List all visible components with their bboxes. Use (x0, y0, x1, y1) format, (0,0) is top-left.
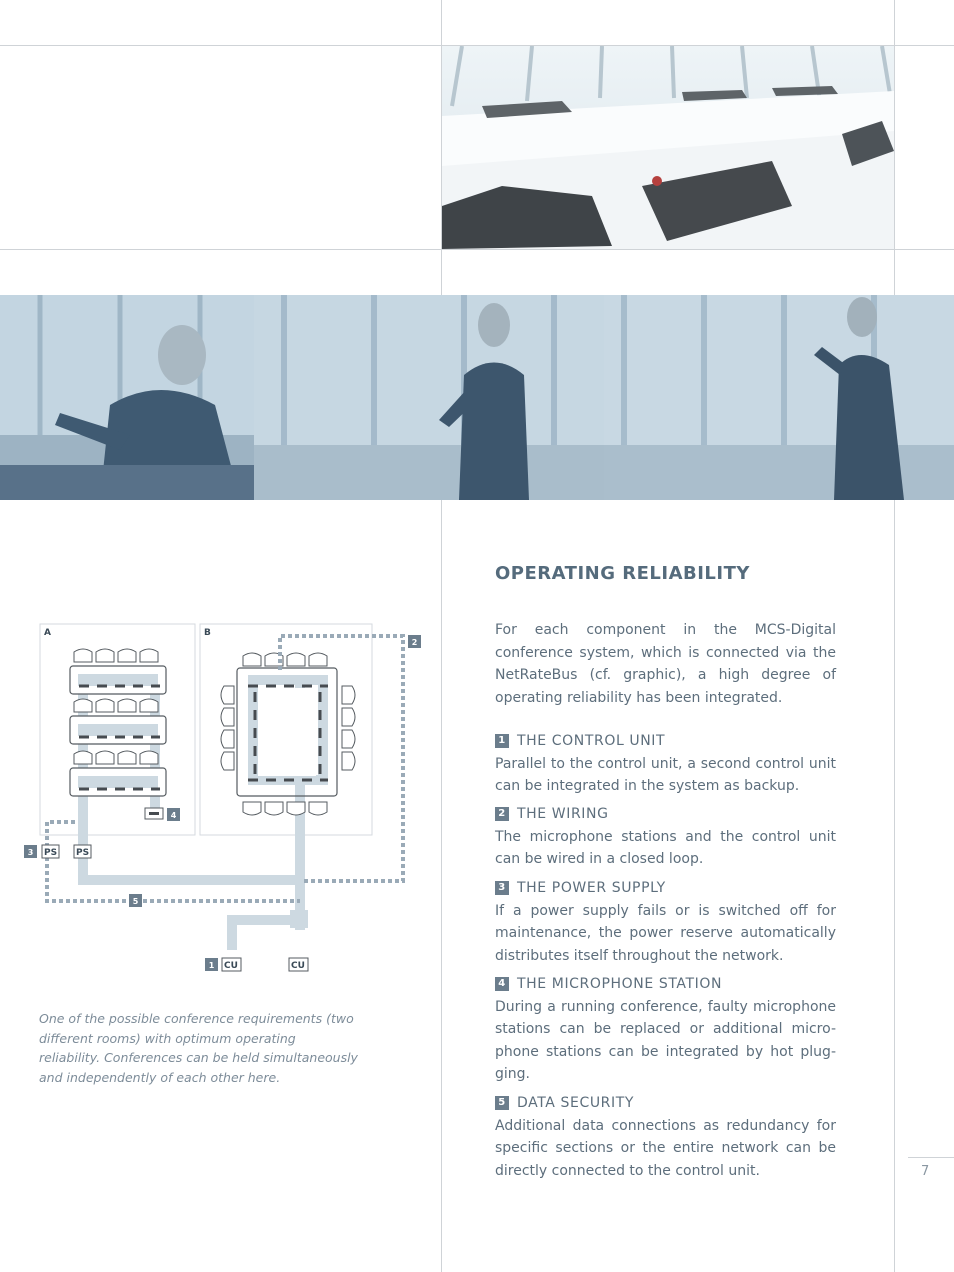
section-body: The microphone stations and the control unit can be wired in a closed loop. (495, 828, 836, 868)
section-microphone-station (495, 973, 836, 1086)
marker-2: 2 (411, 638, 418, 647)
section-title: THE WIRING (517, 806, 609, 822)
marker-3: 3 (27, 848, 34, 857)
section-title: THE MICROPHONE STATION (517, 976, 723, 992)
section-body: During a running conference, faulty microphone stations can be replaced or additional micro-phone stations can be integrated by hot plug-ging. (495, 998, 836, 1083)
page-title: OPERATING RELIABILITY (495, 563, 750, 584)
section-wiring (495, 803, 836, 871)
marker-4: 4 (170, 811, 177, 820)
section-title: DATA SECURITY (517, 1095, 635, 1111)
section-number: 5 (495, 1096, 509, 1110)
network-diagram (0, 600, 441, 994)
section-body: Additional data connections as redundancy for specific sections or the entire network can be directly connected to the control unit. (495, 1117, 836, 1179)
room-a-label: A (44, 628, 51, 638)
section-number: 4 (495, 977, 509, 991)
diagram-caption: One of the possible conference requirements (two different rooms) with optimum operating reliability. Conferences can be held simultaneously and independently of each other here. (39, 1011, 358, 1085)
marker-5: 5 (132, 897, 139, 906)
section-power-supply (495, 877, 836, 967)
presenter-photo-gesturing (604, 295, 954, 500)
ps-label-a: PS (44, 848, 58, 858)
ps-label-b: PS (76, 848, 90, 858)
marker-1: 1 (208, 961, 215, 970)
conference-table-photo (442, 46, 894, 249)
rule-mid (0, 249, 954, 250)
cu-label-b: CU (291, 961, 305, 971)
section-body: If a power supply fails or is switched off for maintenance, the power reserve automatically distributes itself throughout the network. (495, 902, 836, 964)
cu-label-a: CU (224, 961, 238, 971)
section-number: 3 (495, 881, 509, 895)
page-number: 7 (921, 1164, 930, 1179)
intro-paragraph: For each component in the MCS-Digital conference system, which is connected via the NetRateBus (cf. graphic), a high degree of operating reliability has been integrated. (495, 622, 836, 706)
presenter-photo-standing (254, 295, 604, 500)
section-title: THE POWER SUPPLY (517, 880, 666, 896)
section-body: Parallel to the control unit, a second control unit can be integrated in the system as backup. (495, 755, 836, 795)
section-title: THE CONTROL UNIT (517, 733, 666, 749)
section-number: 2 (495, 807, 509, 821)
presenter-photo-seated (0, 295, 254, 500)
pagenum-rule (908, 1157, 954, 1158)
section-data-security (495, 1092, 836, 1182)
section-control-unit (495, 730, 836, 798)
room-b-label: B (204, 628, 211, 638)
margin-divider (894, 0, 895, 1272)
section-number: 1 (495, 734, 509, 748)
